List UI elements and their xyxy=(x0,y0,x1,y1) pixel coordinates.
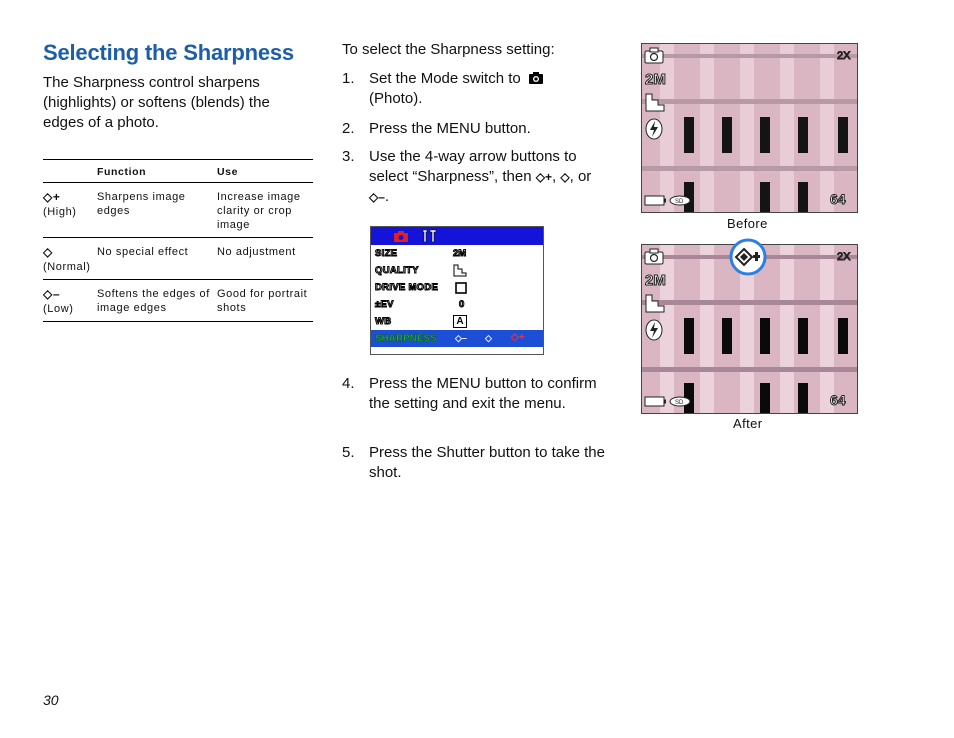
use-cell: No adjustment xyxy=(217,238,313,280)
mode-label: (Normal) xyxy=(43,261,91,273)
menu-header xyxy=(371,227,543,245)
step-5 xyxy=(342,443,612,483)
step-text: or xyxy=(577,168,592,185)
sharpness-function-table xyxy=(43,159,313,322)
step-number: 4. xyxy=(342,375,355,392)
sharpness-normal-icon: ◇ xyxy=(560,170,570,184)
table-row xyxy=(43,183,313,238)
use-cell: Good for portrait shots xyxy=(217,280,313,322)
step-1 xyxy=(342,69,612,109)
mode-label: (Low) xyxy=(43,303,74,315)
step-3: 3. Use the 4-way arrow buttons to select “Sharpness”, then ◇+, ◇, or ◇–. xyxy=(342,148,592,205)
step-number: 5. xyxy=(342,444,355,461)
sharpness-high-icon: ◇+ xyxy=(535,170,553,184)
image-size-badge: 2M xyxy=(645,71,666,88)
sharpness-normal-icon: ◇ xyxy=(43,245,53,259)
function-cell: No special effect xyxy=(97,238,217,280)
shots-remaining: 64 xyxy=(830,191,846,207)
mode-label: (High) xyxy=(43,206,77,218)
single-shot-icon xyxy=(455,282,467,294)
flash-auto-icon xyxy=(645,319,663,341)
step-2 xyxy=(342,119,612,139)
menu-row-wb[interactable]: WB A xyxy=(371,313,543,330)
step-number: 2. xyxy=(342,120,355,137)
sharpness-high-icon: ◇+ xyxy=(43,190,61,204)
menu-row-ev[interactable]: ±EV 0 xyxy=(375,299,465,310)
svg-text:SD: SD xyxy=(675,199,684,205)
setup-tools-icon xyxy=(421,229,437,243)
after-caption: After xyxy=(733,416,763,431)
sharpness-high-highlight-icon xyxy=(728,237,768,277)
wb-auto-icon: A xyxy=(453,315,467,328)
menu-row-drive-mode[interactable]: DRIVE MODE xyxy=(371,279,543,296)
step-text: Press the MENU button to confirm the setting and exit the menu. xyxy=(369,375,597,412)
zoom-badge: 2X xyxy=(837,50,851,62)
flash-auto-icon xyxy=(645,118,663,140)
intro-paragraph: The Sharpness control sharpens (highlights) or softens (blends) the edges of a photo. xyxy=(43,74,270,131)
sharpness-normal-option[interactable]: ◇ xyxy=(485,333,492,343)
shots-remaining: 64 xyxy=(830,392,846,408)
table-row xyxy=(43,238,313,280)
sharpness-low-option[interactable]: ◇– xyxy=(455,333,467,343)
step-4 xyxy=(342,374,612,414)
zoom-badge: 2X xyxy=(837,251,851,263)
table-row xyxy=(43,280,313,322)
use-cell: Increase image clarity or crop image xyxy=(217,183,313,238)
step-number: 3. xyxy=(342,148,355,165)
camera-mode-icon xyxy=(644,47,664,64)
table-header-function: Function xyxy=(97,160,217,183)
battery-icon xyxy=(644,396,666,407)
table-header-use: Use xyxy=(217,160,313,183)
camera-tab-icon xyxy=(393,230,409,243)
sd-card-icon xyxy=(669,195,691,206)
function-cell: Softens the edges of image edges xyxy=(97,280,217,322)
step-text: Press the MENU button. xyxy=(369,120,531,137)
sharpness-high-option[interactable]: ◇+ xyxy=(511,332,525,343)
step-text: (Photo). xyxy=(369,90,423,107)
function-cell: Sharpens image edges xyxy=(97,183,217,238)
step-text: Set the Mode switch to xyxy=(369,70,521,87)
menu-row-size[interactable]: SIZE 2M xyxy=(375,248,467,259)
sharpness-low-icon: ◇– xyxy=(43,287,61,301)
quality-stairs-icon xyxy=(645,93,665,112)
quality-stairs-icon xyxy=(645,294,665,313)
page-number: 30 xyxy=(43,692,59,708)
battery-icon xyxy=(644,195,666,206)
step-text: Press the Shutter button to take the shot. xyxy=(369,444,605,481)
quality-stairs-icon xyxy=(453,264,467,277)
sd-card-icon xyxy=(669,396,691,407)
procedure-lead: To select the Sharpness setting: xyxy=(342,41,555,58)
before-photo xyxy=(641,43,858,213)
camera-menu-screen xyxy=(370,226,544,355)
step-number: 1. xyxy=(342,70,355,87)
menu-row-sharpness[interactable]: SHARPNESS ◇– ◇ ◇+ xyxy=(371,330,543,347)
step-text: Use the 4-way arrow buttons to select “Sharpness”, then xyxy=(369,148,577,185)
before-caption: Before xyxy=(727,216,768,231)
camera-icon xyxy=(528,71,544,85)
table-header-blank xyxy=(43,160,97,183)
sharpness-low-icon: ◇– xyxy=(369,190,385,204)
building-facade-image xyxy=(642,44,857,212)
image-size-badge: 2M xyxy=(645,272,666,289)
page-title: Selecting the Sharpness xyxy=(43,40,294,65)
menu-row-quality[interactable]: QUALITY xyxy=(371,262,543,279)
camera-mode-icon xyxy=(644,248,664,265)
svg-text:SD: SD xyxy=(675,400,684,406)
